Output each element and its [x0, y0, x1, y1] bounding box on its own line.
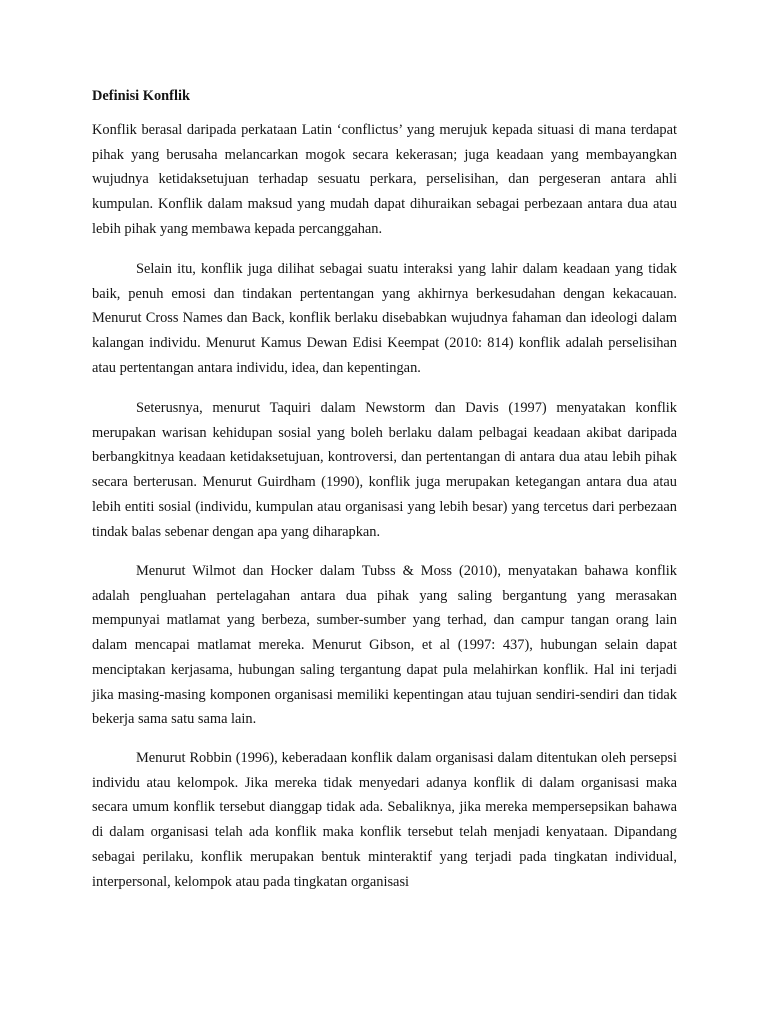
document-heading: Definisi Konflik	[92, 88, 190, 104]
paragraph-5: Menurut Robbin (1996), keberadaan konflik dalam organisasi dalam ditentukan oleh persepsi individu atau kelompok. Jika mereka tidak menyedari adanya konflik di dalam organisasi maka secara umum konflik tersebut dianggap tidak ada. Sebaliknya, jika mereka mempersepsikan bahawa di dalam organisasi telah ada konflik maka konflik tersebut telah menjadi kenyataan. Dipandang sebagai perilaku, konflik merupakan bentuk minteraktif yang terjadi pada tingkatan individual, interpersonal, kelompok atau pada tingkatan organisasi	[92, 750, 677, 890]
paragraph-1: Konflik berasal daripada perkataan Latin ‘conflictus’ yang merujuk kepada situasi di mana terdapat pihak yang berusaha melancarkan mogok secara kekerasan; juga keadaan yang membayangkan wujudnya ketidaksetujuan terhadap sesuatu perkara, perselisihan, dan pergeseran antara ahli kumpulan. Konflik dalam maksud yang mudah dapat dihuraikan sebagai perbezaan antara dua atau lebih pihak yang membawa kepada percanggahan.	[92, 122, 677, 237]
paragraph-4: Menurut Wilmot dan Hocker dalam Tubss & Moss (2010), menyatakan bahawa konflik adalah pengluahan pertelagahan antara dua pihak yang saling bergantung yang merasakan mempunyai matlamat yang berbeza, sumber-sumber yang terhad, dan campur tangan orang lain dalam mencapai matlamat mereka. Menurut Gibson, et al (1997: 437), hubungan selain dapat menciptakan kerjasama, hubungan saling tergantung dapat pula melahirkan konflik. Hal ini terjadi jika masing-masing komponen organisasi memiliki kepentingan atau tujuan sendiri-sendiri dan tidak bekerja sama satu sama lain.	[92, 563, 677, 728]
paragraph-2: Selain itu, konflik juga dilihat sebagai suatu interaksi yang lahir dalam keadaan yang tidak baik, penuh emosi dan tindakan pertentangan yang akhirnya berkesudahan dengan kekacauan. Menurut Cross Names dan Back, konflik berlaku disebabkan wujudnya fahaman dan ideologi dalam kalangan individu. Menurut Kamus Dewan Edisi Keempat (2010: 814) konflik adalah perselisihan atau pertentangan antara individu, idea, dan kepentingan.	[92, 261, 677, 376]
paragraph-3: Seterusnya, menurut Taquiri dalam Newstorm dan Davis (1997) menyatakan konflik merupakan warisan kehidupan sosial yang boleh berlaku dalam pelbagai keadaan akibat daripada berbangkitnya keadaan ketidaksetujuan, kontroversi, dan pertentangan di antara dua atau lebih pihak secara berterusan. Menurut Guirdham (1990), konflik juga merupakan ketegangan antara dua atau lebih entiti sosial (individu, kumpulan atau organisasi yang lebih besar) yang tercetus dari perbezaan tindak balas sebenar dengan apa yang diharapkan.	[92, 400, 677, 540]
